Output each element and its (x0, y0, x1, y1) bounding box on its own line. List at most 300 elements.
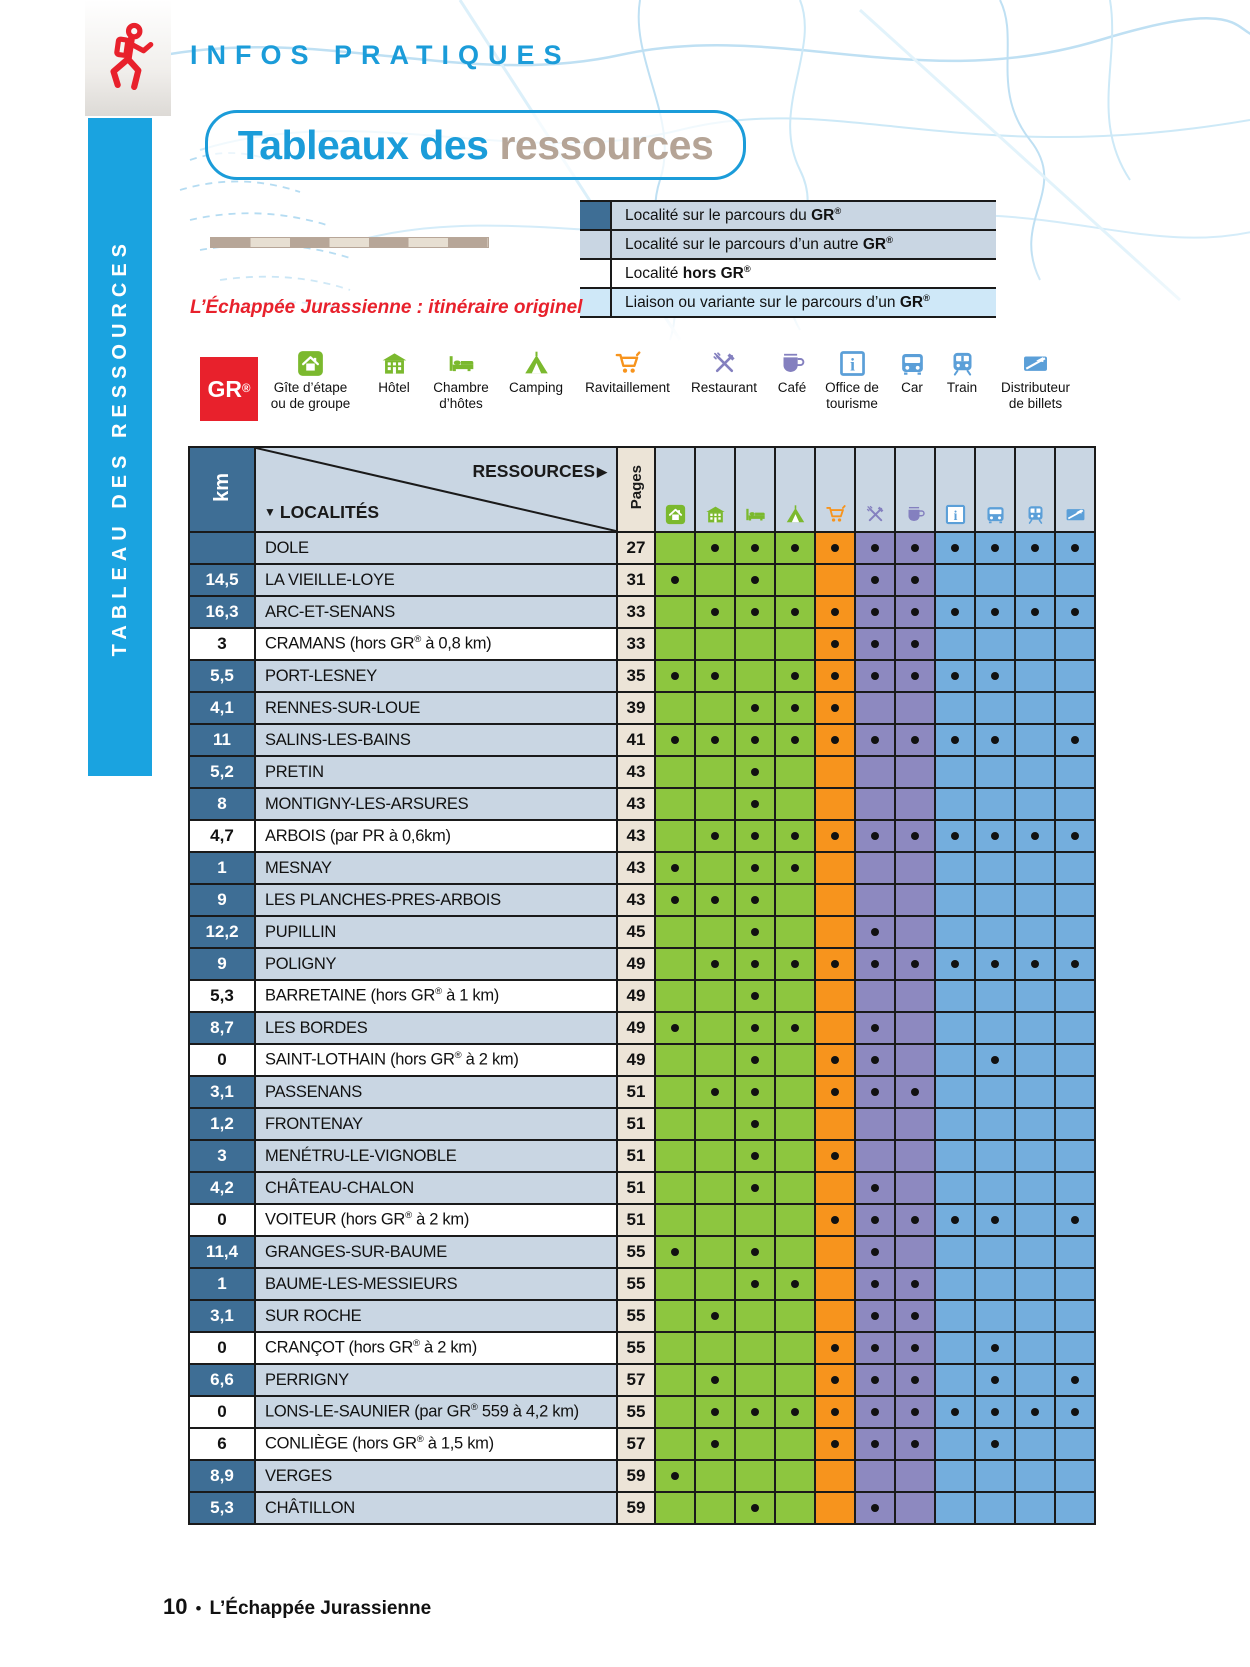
table-row (189, 916, 1095, 948)
legend-row-autre (580, 231, 996, 260)
service-cell-ravitaillement (815, 820, 855, 852)
availability-dot (911, 1280, 919, 1288)
availability-dot (831, 1376, 839, 1384)
service-cell-ravitaillement (815, 1204, 855, 1236)
page-title (205, 110, 746, 180)
service-cell-camping (775, 1108, 815, 1140)
service-cell-gite (655, 1332, 695, 1364)
service-cell-cafe (895, 1396, 935, 1428)
service-cell-gite (655, 1140, 695, 1172)
ressources-label: RESSOURCES ▶ (472, 461, 607, 481)
service-cell-chambre (735, 564, 775, 596)
table-row (189, 660, 1095, 692)
service-cell-cafe (895, 1076, 935, 1108)
table-row (189, 980, 1095, 1012)
service-office (816, 350, 888, 411)
availability-dot (671, 1024, 679, 1032)
service-cell-hotel (695, 820, 735, 852)
availability-dot (871, 1312, 879, 1320)
service-cell-car (975, 1492, 1015, 1524)
localites-label: ▼ LOCALITÉS (264, 502, 380, 522)
scale-bar (210, 237, 489, 248)
service-cell-ravitaillement (815, 1140, 855, 1172)
service-cell-restaurant (855, 1492, 895, 1524)
service-cell-car (975, 1204, 1015, 1236)
service-cell-train (1015, 916, 1055, 948)
service-cell-gite (655, 820, 695, 852)
availability-dot (831, 608, 839, 616)
service-cell-hotel (695, 596, 735, 628)
availability-dot (871, 640, 879, 648)
service-cell-restaurant (855, 852, 895, 884)
locality-cell: BAUME-LES-MESSIEURS (255, 1268, 617, 1300)
arrow-right-icon: ▶ (597, 464, 607, 479)
service-cell-train (1015, 1332, 1055, 1364)
service-cell-gite (655, 1236, 695, 1268)
service-cell-chambre (735, 628, 775, 660)
availability-dot (991, 1056, 999, 1064)
service-cell-train (1015, 948, 1055, 980)
service-cell-distributeur (1055, 1044, 1095, 1076)
availability-dot (831, 1056, 839, 1064)
availability-dot (751, 1120, 759, 1128)
page-cell: 59 (617, 1492, 655, 1524)
availability-dot (991, 1376, 999, 1384)
service-cell-camping (775, 1460, 815, 1492)
availability-dot (1071, 1376, 1079, 1384)
service-cell-ravitaillement (815, 628, 855, 660)
service-cell-office (935, 1268, 975, 1300)
availability-dot (751, 960, 759, 968)
locality-cell: PASSENANS (255, 1076, 617, 1108)
hotel-icon (381, 350, 408, 377)
service-cell-train (1015, 660, 1055, 692)
service-cell-camping (775, 980, 815, 1012)
availability-dot (951, 960, 959, 968)
service-cell-car (975, 1140, 1015, 1172)
service-cell-distributeur (1055, 948, 1095, 980)
availability-dot (991, 1440, 999, 1448)
service-cell-ravitaillement (815, 660, 855, 692)
service-cell-camping (775, 1204, 815, 1236)
service-cell-train (1015, 628, 1055, 660)
service-cell-train (1015, 1012, 1055, 1044)
service-cell-train (1015, 1172, 1055, 1204)
service-cell-ravitaillement (815, 980, 855, 1012)
service-label: Office de tourisme (825, 380, 879, 411)
service-cell-gite (655, 564, 695, 596)
ravitaillement-icon (614, 350, 641, 377)
service-cell-distributeur (1055, 1204, 1095, 1236)
availability-dot (751, 736, 759, 744)
service-cell-gite (655, 1012, 695, 1044)
service-cell-gite (655, 948, 695, 980)
service-label: Café (777, 380, 807, 395)
km-cell: 14,5 (189, 564, 255, 596)
km-cell: 8 (189, 788, 255, 820)
gr-badge-registered: ® (242, 383, 251, 395)
service-cell-camping (775, 756, 815, 788)
service-cell-cafe (895, 1204, 935, 1236)
service-cell-distributeur (1055, 1492, 1095, 1524)
page-cell: 51 (617, 1172, 655, 1204)
service-cell-gite (655, 1428, 695, 1460)
service-cell-restaurant (855, 884, 895, 916)
service-cell-car (975, 532, 1015, 564)
availability-dot (671, 1248, 679, 1256)
availability-dot (831, 1344, 839, 1352)
service-cell-camping (775, 660, 815, 692)
service-cell-car (975, 596, 1015, 628)
availability-dot (1031, 608, 1039, 616)
service-cell-train (1015, 1140, 1055, 1172)
service-cell-camping (775, 1332, 815, 1364)
service-label: Chambre d’hôtes (433, 380, 489, 411)
legend-box (580, 200, 996, 318)
availability-dot (711, 960, 719, 968)
availability-dot (791, 544, 799, 552)
availability-dot (911, 1088, 919, 1096)
service-cell-office (935, 820, 975, 852)
service-cell-car (975, 1108, 1015, 1140)
office-icon (945, 504, 966, 525)
availability-dot (951, 736, 959, 744)
cafe-icon (905, 504, 926, 525)
service-cell-car (975, 1076, 1015, 1108)
availability-dot (991, 1344, 999, 1352)
service-cell-chambre (735, 1396, 775, 1428)
service-cell-office (935, 1108, 975, 1140)
service-cell-office (935, 788, 975, 820)
km-cell: 0 (189, 1396, 255, 1428)
availability-dot (871, 544, 879, 552)
page-cell: 43 (617, 756, 655, 788)
availability-dot (751, 704, 759, 712)
service-cell-gite (655, 1396, 695, 1428)
service-cell-restaurant (855, 820, 895, 852)
service-cell-camping (775, 532, 815, 564)
service-cell-distributeur (1055, 916, 1095, 948)
service-cell-camping (775, 596, 815, 628)
chambre-icon (448, 350, 475, 377)
service-cell-office (935, 1204, 975, 1236)
service-cell-gite (655, 756, 695, 788)
service-cell-car (975, 1332, 1015, 1364)
km-cell: 8,7 (189, 1012, 255, 1044)
page-cell: 43 (617, 820, 655, 852)
footer-bullet: • (195, 1599, 202, 1618)
locality-cell: CRAMANS (hors GR® à 0,8 km) (255, 628, 617, 660)
availability-dot (991, 1216, 999, 1224)
service-cell-train (1015, 1044, 1055, 1076)
service-cell-distributeur (1055, 884, 1095, 916)
service-cell-distributeur (1055, 1172, 1095, 1204)
service-cell-office (935, 1300, 975, 1332)
service-cell-car (975, 852, 1015, 884)
availability-dot (751, 864, 759, 872)
availability-dot (751, 928, 759, 936)
availability-dot (911, 640, 919, 648)
availability-dot (1031, 832, 1039, 840)
page-cell: 49 (617, 1044, 655, 1076)
service-cell-ravitaillement (815, 884, 855, 916)
km-cell: 3 (189, 1140, 255, 1172)
service-cell-chambre (735, 692, 775, 724)
service-cell-ravitaillement (815, 564, 855, 596)
page-cell: 43 (617, 884, 655, 916)
service-cell-ravitaillement (815, 596, 855, 628)
legend-row-liaison (580, 289, 996, 318)
availability-dot (1031, 960, 1039, 968)
service-cell-restaurant (855, 1012, 895, 1044)
service-cell-office (935, 948, 975, 980)
service-cell-train (1015, 1300, 1055, 1332)
availability-dot (1071, 544, 1079, 552)
service-cell-train (1015, 724, 1055, 756)
availability-dot (791, 704, 799, 712)
availability-dot (711, 608, 719, 616)
service-cell-office (935, 532, 975, 564)
page-cell: 51 (617, 1076, 655, 1108)
availability-dot (711, 736, 719, 744)
service-cell-cafe (895, 852, 935, 884)
page-cell: 39 (617, 692, 655, 724)
availability-dot (911, 960, 919, 968)
locality-cell: VOITEUR (hors GR® à 2 km) (255, 1204, 617, 1236)
km-cell: 9 (189, 948, 255, 980)
availability-dot (991, 1408, 999, 1416)
service-cell-chambre (735, 596, 775, 628)
availability-dot (711, 1408, 719, 1416)
service-cell-distributeur (1055, 1364, 1095, 1396)
locality-cell: BARRETAINE (hors GR® à 1 km) (255, 980, 617, 1012)
service-cell-restaurant (855, 596, 895, 628)
service-label: Ravitaillement (585, 380, 670, 395)
service-cell-chambre (735, 532, 775, 564)
locality-cell: FRONTENAY (255, 1108, 617, 1140)
ravitaillement-icon (825, 504, 846, 525)
service-cell-office (935, 1012, 975, 1044)
legend-swatch (580, 260, 612, 287)
page-number: 10 (163, 1594, 188, 1619)
locality-cell: LONS-LE-SAUNIER (par GR® 559 à 4,2 km) (255, 1396, 617, 1428)
service-cell-restaurant (855, 788, 895, 820)
service-cell-office (935, 1396, 975, 1428)
service-cell-office (935, 1428, 975, 1460)
service-cell-gite (655, 596, 695, 628)
availability-dot (1071, 736, 1079, 744)
service-cell-cafe (895, 948, 935, 980)
locality-cell: DOLE (255, 532, 617, 564)
availability-dot (871, 1280, 879, 1288)
table-row (189, 1204, 1095, 1236)
service-cell-restaurant (855, 756, 895, 788)
locality-cell: PORT-LESNEY (255, 660, 617, 692)
km-cell: 0 (189, 1332, 255, 1364)
office-icon (839, 350, 866, 377)
service-cell-ravitaillement (815, 948, 855, 980)
km-cell: 0 (189, 1204, 255, 1236)
service-cell-chambre (735, 1204, 775, 1236)
table-row (189, 724, 1095, 756)
availability-dot (1031, 544, 1039, 552)
svg-text:i: i (953, 507, 957, 523)
service-cell-office (935, 596, 975, 628)
chambre-icon (745, 504, 766, 525)
service-cell-office (935, 1332, 975, 1364)
service-cell-chambre (735, 1460, 775, 1492)
service-cell-gite (655, 1108, 695, 1140)
pages-header-label: Pages (627, 464, 645, 510)
availability-dot (831, 960, 839, 968)
service-cell-ravitaillement (815, 1396, 855, 1428)
column-header-chambre (735, 447, 775, 532)
availability-dot (791, 1408, 799, 1416)
page-footer (163, 1594, 431, 1620)
service-cell-office (935, 1044, 975, 1076)
section-header: INFOS PRATIQUES (190, 40, 571, 70)
service-cell-chambre (735, 1236, 775, 1268)
availability-dot (911, 832, 919, 840)
service-cell-gite (655, 884, 695, 916)
availability-dot (751, 1248, 759, 1256)
availability-dot (991, 608, 999, 616)
service-cell-gite (655, 724, 695, 756)
service-cell-gite (655, 1044, 695, 1076)
service-cell-chambre (735, 852, 775, 884)
km-cell: 11,4 (189, 1236, 255, 1268)
availability-dot (751, 1408, 759, 1416)
availability-dot (871, 832, 879, 840)
service-cell-car (975, 1300, 1015, 1332)
availability-dot (671, 672, 679, 680)
availability-dot (1071, 1216, 1079, 1224)
service-cell-cafe (895, 1492, 935, 1524)
service-cell-hotel (695, 948, 735, 980)
service-cell-ravitaillement (815, 1236, 855, 1268)
service-cell-cafe (895, 756, 935, 788)
column-header-office (935, 447, 975, 532)
availability-dot (871, 1504, 879, 1512)
service-cell-distributeur (1055, 1236, 1095, 1268)
service-cell-cafe (895, 628, 935, 660)
availability-dot (871, 576, 879, 584)
service-cell-restaurant (855, 1236, 895, 1268)
service-cell-hotel (695, 1044, 735, 1076)
service-cell-restaurant (855, 692, 895, 724)
service-cell-camping (775, 724, 815, 756)
availability-dot (871, 736, 879, 744)
legend-text: Liaison ou variante sur le parcours d’un GR® (612, 289, 996, 316)
service-cell-cafe (895, 1300, 935, 1332)
locality-cell: MESNAY (255, 852, 617, 884)
table-row (189, 1332, 1095, 1364)
service-restaurant (680, 350, 768, 396)
table-row (189, 628, 1095, 660)
service-cell-restaurant (855, 660, 895, 692)
locality-cell: CHÂTEAU-CHALON (255, 1172, 617, 1204)
service-cell-car (975, 1172, 1015, 1204)
service-cell-hotel (695, 724, 735, 756)
availability-dot (871, 1248, 879, 1256)
availability-dot (951, 1216, 959, 1224)
availability-dot (751, 768, 759, 776)
service-cell-camping (775, 1492, 815, 1524)
availability-dot (831, 1440, 839, 1448)
service-cell-cafe (895, 1172, 935, 1204)
availability-dot (711, 672, 719, 680)
service-cell-distributeur (1055, 756, 1095, 788)
service-cell-hotel (695, 1076, 735, 1108)
availability-dot (911, 544, 919, 552)
service-cell-cafe (895, 564, 935, 596)
page-cell: 31 (617, 564, 655, 596)
service-cell-office (935, 884, 975, 916)
availability-dot (751, 576, 759, 584)
km-cell: 6,6 (189, 1364, 255, 1396)
service-cell-gite (655, 1492, 695, 1524)
table-row (189, 852, 1095, 884)
service-cell-cafe (895, 1364, 935, 1396)
availability-dot (991, 736, 999, 744)
cafe-icon (779, 350, 806, 377)
availability-dot (871, 672, 879, 680)
service-cell-cafe (895, 1268, 935, 1300)
service-car (888, 350, 936, 396)
service-cell-chambre (735, 1492, 775, 1524)
service-cell-car (975, 1428, 1015, 1460)
page-cell: 55 (617, 1236, 655, 1268)
service-label: Restaurant (690, 380, 758, 395)
service-cell-restaurant (855, 1172, 895, 1204)
service-cell-restaurant (855, 628, 895, 660)
service-cell-gite (655, 788, 695, 820)
column-header-train (1015, 447, 1055, 532)
column-header-restaurant (855, 447, 895, 532)
gr-badge-text: GR (207, 375, 242, 402)
column-header-gite (655, 447, 695, 532)
service-cell-office (935, 1364, 975, 1396)
service-cell-office (935, 916, 975, 948)
legend-text: Localité sur le parcours du GR® (612, 202, 996, 229)
km-cell: 3,1 (189, 1300, 255, 1332)
service-cell-restaurant (855, 1364, 895, 1396)
service-cell-office (935, 1460, 975, 1492)
sidebar-label: TABLEAU DES RESSOURCES (109, 237, 131, 657)
locality-cell: VERGES (255, 1460, 617, 1492)
availability-dot (871, 1216, 879, 1224)
km-cell: 1,2 (189, 1108, 255, 1140)
service-cell-camping (775, 1044, 815, 1076)
service-cell-distributeur (1055, 1332, 1095, 1364)
camping-icon (523, 350, 550, 377)
table-row (189, 1044, 1095, 1076)
service-cell-camping (775, 1364, 815, 1396)
column-header-km (189, 447, 255, 532)
hiker-icon (97, 19, 159, 97)
service-cell-restaurant (855, 916, 895, 948)
service-cell-train (1015, 1428, 1055, 1460)
service-cell-hotel (695, 1332, 735, 1364)
availability-dot (751, 896, 759, 904)
service-cell-gite (655, 532, 695, 564)
service-cell-restaurant (855, 1108, 895, 1140)
legend-swatch (580, 289, 612, 316)
service-cell-distributeur (1055, 660, 1095, 692)
page-cell: 59 (617, 1460, 655, 1492)
km-cell: 4,1 (189, 692, 255, 724)
service-cell-train (1015, 1364, 1055, 1396)
